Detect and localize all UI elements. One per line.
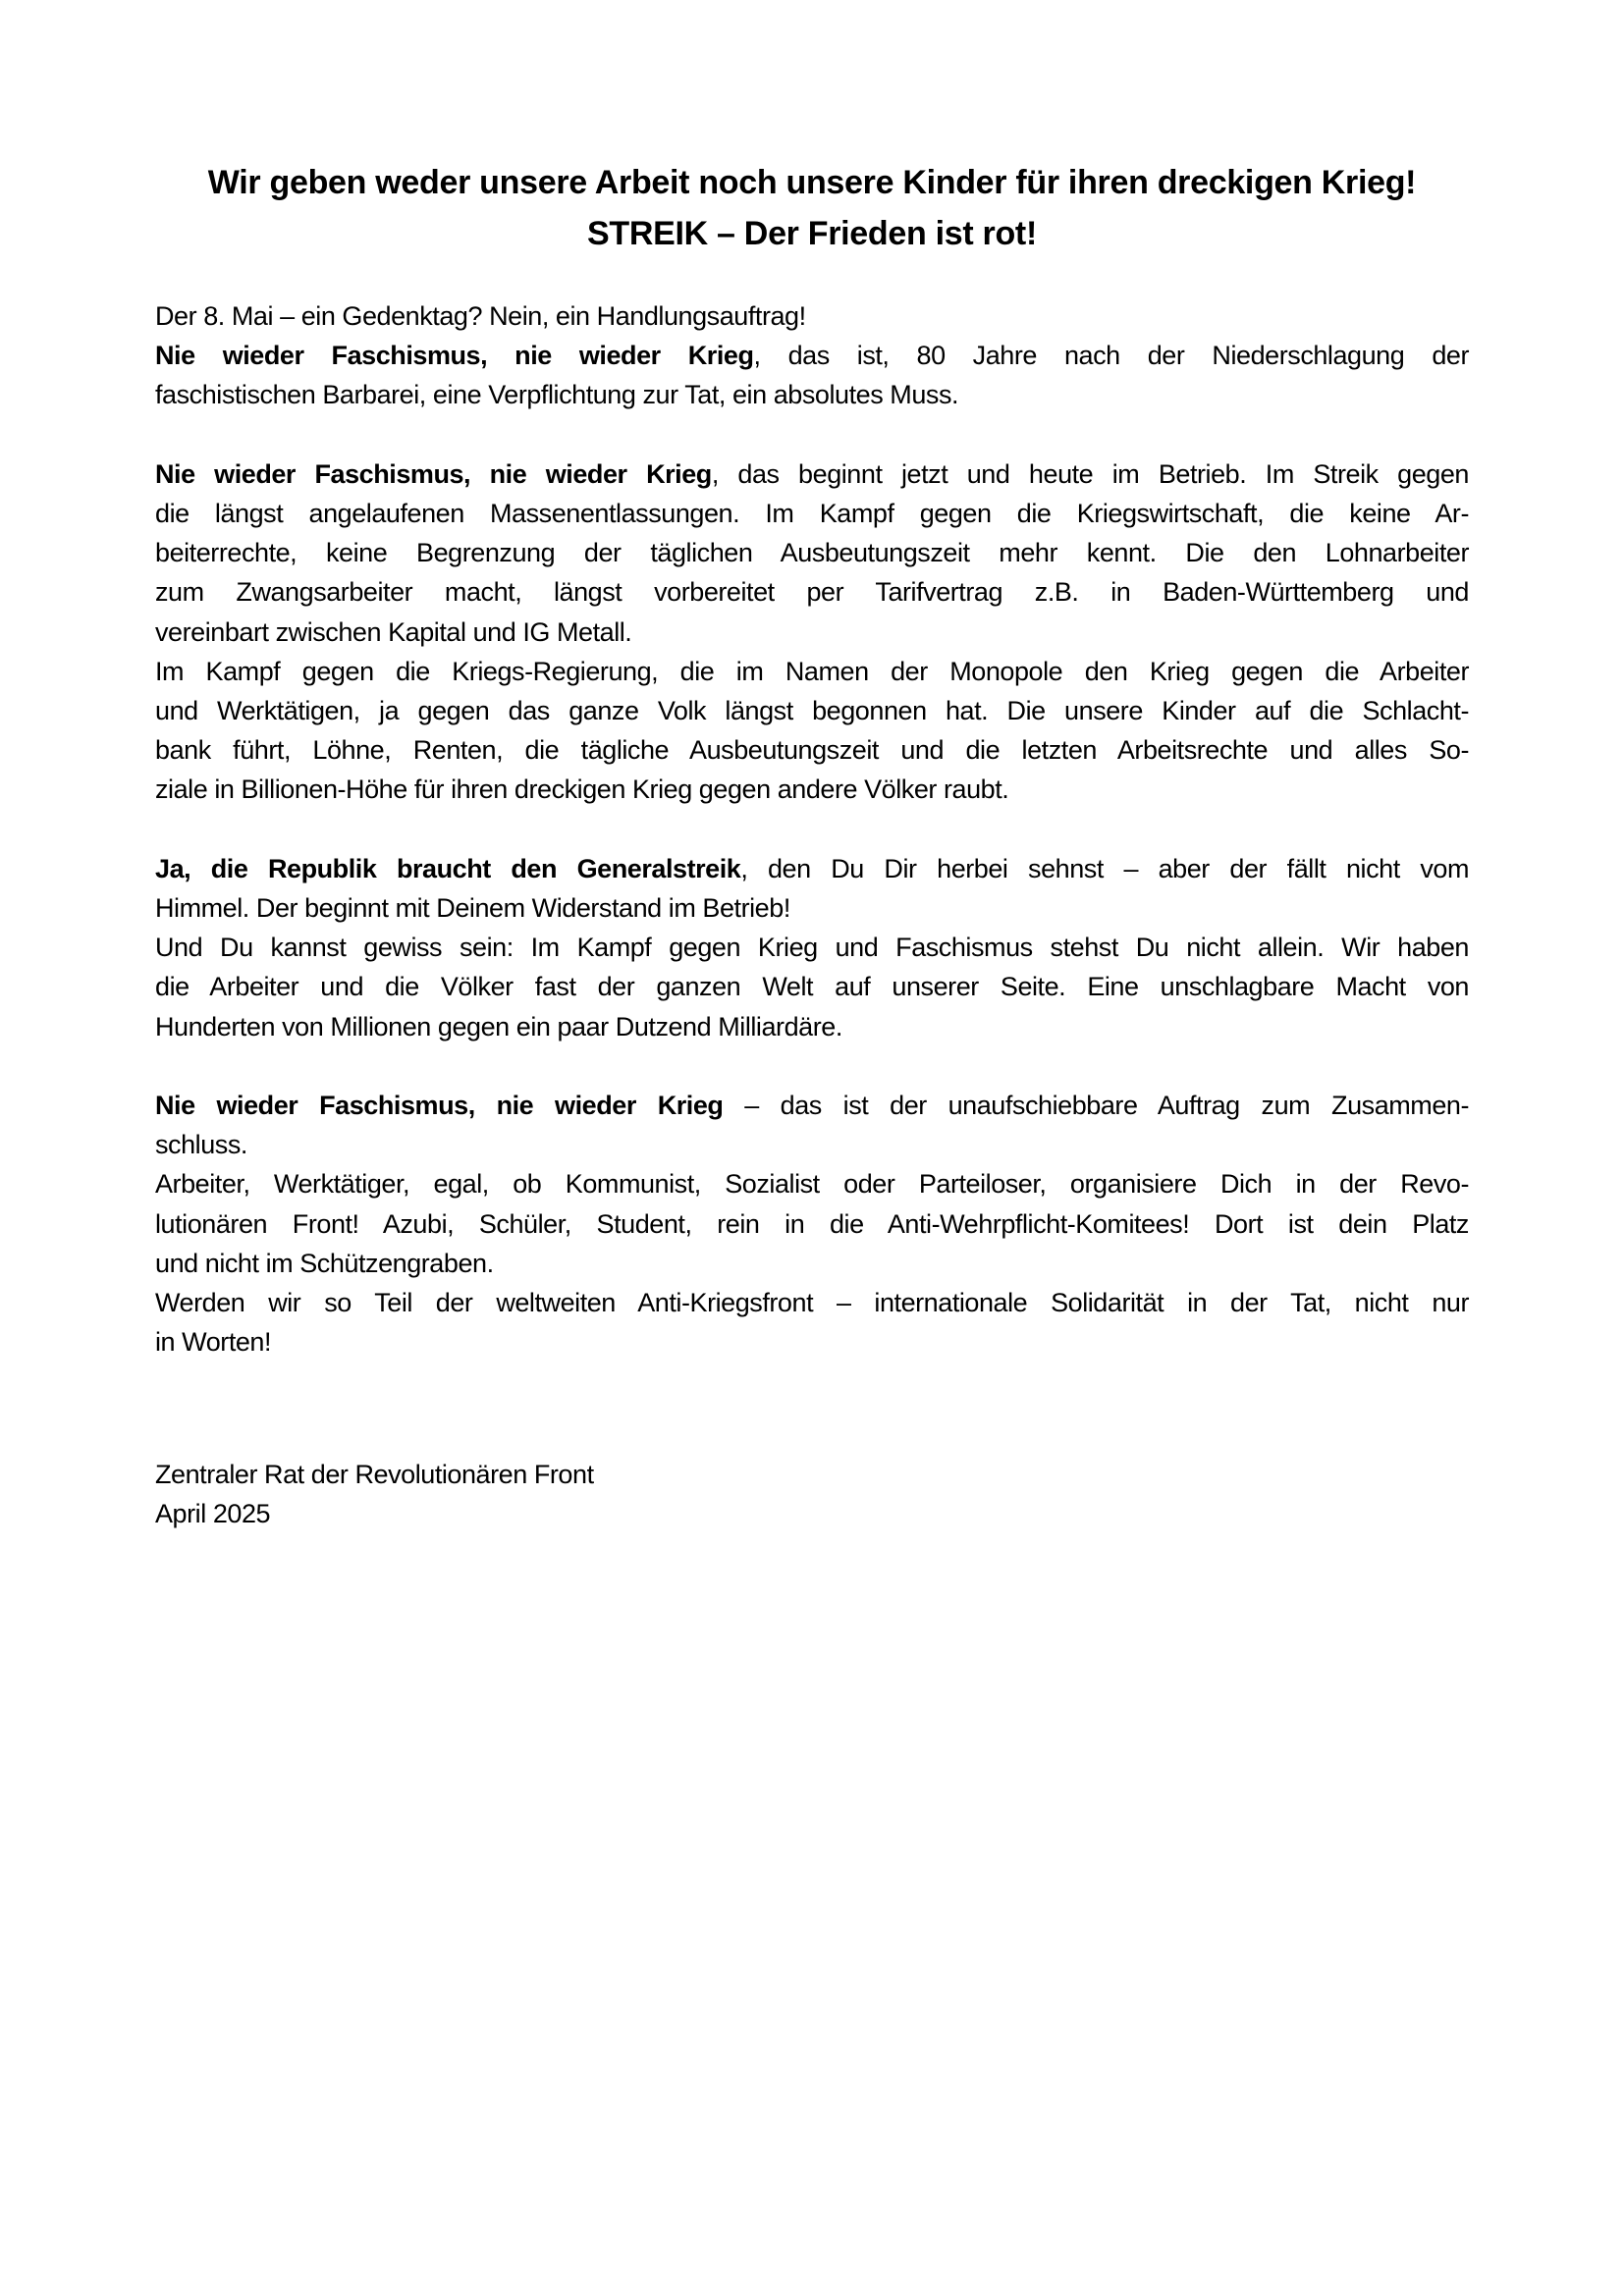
text-line xyxy=(155,1164,1469,1203)
bold-slogan: Nie wieder Faschismus, nie wieder Krieg xyxy=(155,341,754,371)
line-text: lutionären Front! Azubi, Schüler, Student, rein in die Anti-Wehrpflicht-Komitees! Dort ist dein Platz xyxy=(155,1208,1469,1239)
text-line xyxy=(155,1244,1469,1283)
line-text: vereinbart zwischen Kapital und IG Metall. xyxy=(155,616,632,647)
text-line xyxy=(155,967,1469,1006)
line-text: Der 8. Mai – ein Gedenktag? Nein, ein Handlungsauftrag! xyxy=(155,301,806,331)
line-text: Arbeiter, Werktätiger, egal, ob Kommunist, Sozialist oder Parteiloser, organisiere Dich in der Revo- xyxy=(155,1169,1469,1200)
text-line xyxy=(155,928,1469,967)
paragraph-4 xyxy=(155,1086,1469,1362)
text-line xyxy=(155,494,1469,533)
line-text: Hunderten von Millionen gegen ein paar Dutzend Milliardäre. xyxy=(155,1011,842,1041)
signature-block xyxy=(155,1455,594,1533)
line-text: bank führt, Löhne, Renten, die tägliche Ausbeutungszeit und die letzten Arbeitsrechte und alles So- xyxy=(155,735,1469,766)
line-text: zum Zwangsarbeiter macht, längst vorbereitet per Tarifvertrag z.B. in Baden-Württemberg und xyxy=(155,577,1469,608)
paragraph-1 xyxy=(155,296,1469,415)
text-line xyxy=(155,849,1469,888)
text-line xyxy=(155,691,1469,730)
line-text: Himmel. Der beginnt mit Deinem Widerstand im Betrieb! xyxy=(155,893,790,924)
line-text: die längst angelaufenen Massenentlassungen. Im Kampf gegen die Kriegswirtschaft, die keine Ar- xyxy=(155,499,1469,528)
bold-slogan: Nie wieder Faschismus, nie wieder Krieg xyxy=(155,1091,724,1121)
signature-date: April 2025 xyxy=(155,1499,271,1529)
line-text: beiterrechte, keine Begrenzung der täglichen Ausbeutungszeit mehr kennt. Die den Lohnarbeiter xyxy=(155,538,1469,568)
title-line-1: Wir geben weder unsere Arbeit noch unsere Kinder für ihren dreckigen Krieg! xyxy=(207,164,1417,201)
text-line xyxy=(155,1283,1469,1322)
line-text: schluss. xyxy=(155,1130,247,1160)
document-title xyxy=(137,157,1487,259)
text-line xyxy=(155,533,1469,572)
line-text: Im Kampf gegen die Kriegs-Regierung, die im Namen der Monopole den Krieg gegen die Arbeiter xyxy=(155,656,1469,686)
text-line xyxy=(155,1204,1469,1244)
line-text: faschistischen Barbarei, eine Verpflichtung zur Tat, ein absolutes Muss. xyxy=(155,380,959,410)
text-line xyxy=(155,296,1469,336)
text-line xyxy=(155,1125,1469,1164)
text-line xyxy=(155,375,1469,414)
line-text: – das ist der unaufschiebbare Auftrag zum Zusammen- xyxy=(723,1091,1470,1121)
text-line xyxy=(155,652,1469,691)
text-line xyxy=(155,572,1469,612)
line-text: und nicht im Schützengraben. xyxy=(155,1248,494,1278)
signature-organization: Zentraler Rat der Revolutionären Front xyxy=(155,1460,594,1489)
text-line xyxy=(155,888,1469,928)
bold-slogan: Ja, die Republik braucht den Generalstreik xyxy=(155,853,741,883)
line-text: in Worten! xyxy=(155,1327,272,1358)
text-line xyxy=(155,1322,1469,1362)
title-line-2: STREIK – Der Frieden ist rot! xyxy=(587,215,1037,252)
text-line xyxy=(155,1086,1469,1125)
line-text: ziale in Billionen-Höhe für ihren dreckigen Krieg gegen andere Völker raubt. xyxy=(155,774,1009,805)
text-line xyxy=(155,770,1469,809)
text-line xyxy=(155,730,1469,770)
line-text: , das beginnt jetzt und heute im Betrieb. Im Streik gegen xyxy=(711,458,1469,489)
line-text: Und Du kannst gewiss sein: Im Kampf gegen Krieg und Faschismus stehst Du nicht allein. Wir haben xyxy=(155,933,1469,963)
text-line xyxy=(155,1007,1469,1046)
line-text: , den Du Dir herbei sehnst – aber der fällt nicht vom xyxy=(740,853,1469,883)
document-body xyxy=(155,296,1469,1402)
line-text: Werden wir so Teil der weltweiten Anti-Kriegsfront – internationale Solidarität in der Tat, nicht nur xyxy=(155,1288,1469,1318)
bold-slogan: Nie wieder Faschismus, nie wieder Krieg xyxy=(155,458,712,489)
text-line xyxy=(155,454,1469,494)
text-line xyxy=(155,613,1469,652)
paragraph-3 xyxy=(155,849,1469,1046)
line-text: und Werktätigen, ja gegen das ganze Volk längst begonnen hat. Die unsere Kinder auf die Schlacht- xyxy=(155,696,1469,726)
line-text: , das ist, 80 Jahre nach der Niederschlagung der xyxy=(753,341,1470,371)
paragraph-2 xyxy=(155,454,1469,810)
line-text: die Arbeiter und die Völker fast der ganzen Welt auf unserer Seite. Eine unschlagbare Macht von xyxy=(155,972,1469,1002)
text-line xyxy=(155,336,1469,375)
